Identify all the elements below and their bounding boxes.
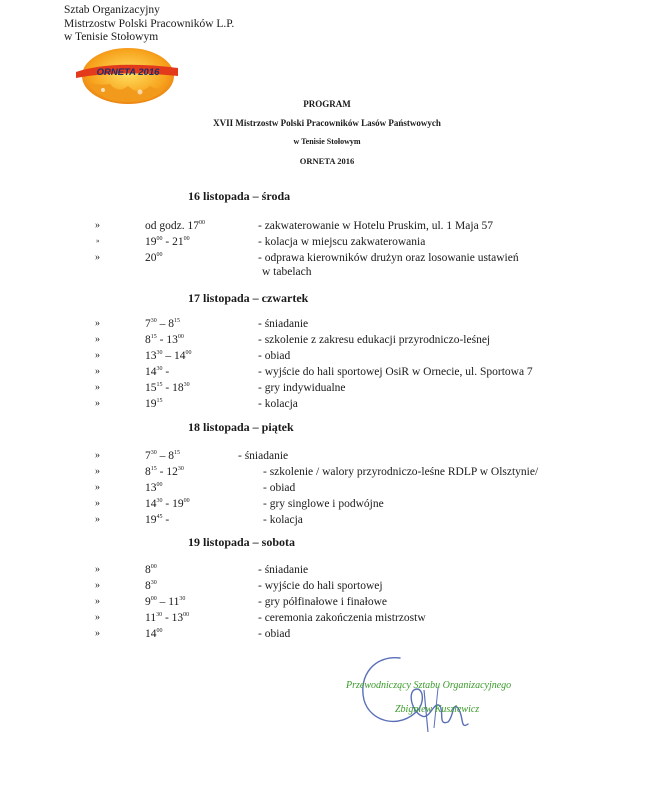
row-time: $7^{30} - 8^{15}$	[145, 450, 180, 462]
day-title: 16 listopada – środa	[188, 189, 291, 203]
row-bullet: »	[95, 580, 100, 591]
schedule-row	[0, 350, 654, 366]
logo-text: ORNETA 2016	[96, 67, 160, 78]
row-bullet: »	[95, 220, 100, 231]
row-bullet: »	[95, 398, 100, 409]
schedule-row	[0, 450, 654, 466]
row-bullet: »	[95, 252, 100, 263]
row-description: - kolacja	[263, 514, 303, 526]
schedule-row	[0, 236, 654, 252]
schedule-row	[0, 220, 654, 236]
event-logo	[58, 46, 188, 104]
handwritten-signature	[330, 650, 590, 740]
row-bullet: »	[95, 628, 100, 639]
schedule-row	[0, 382, 654, 398]
row-time: $8^{15} - 12^{30}$	[145, 466, 184, 478]
schedule-row	[0, 366, 654, 382]
event-heading: XVII Mistrzostw Polski Pracowników Lasów Państwowych	[213, 118, 441, 128]
row-time: $15^{15} - 18^{30}$	[145, 382, 190, 394]
row-description: - śniadanie	[258, 564, 309, 576]
row-bullet: »	[95, 466, 100, 477]
row-bullet: »	[95, 382, 100, 393]
row-time: $8^{30}$	[145, 580, 157, 592]
row-bullet: »	[95, 596, 100, 607]
schedule-row	[0, 334, 654, 350]
program-heading: PROGRAM	[303, 99, 351, 109]
row-bullet: »	[95, 334, 100, 345]
row-description: - wyjście do hali sportowej OsiR w Ornecie, ul. Sportowa 7	[258, 366, 533, 378]
row-description: - gry półfinałowe i finałowe	[258, 596, 388, 608]
schedule-row	[0, 498, 654, 514]
row-time: $11^{30} - 13^{00}$	[145, 612, 190, 624]
row-description: - obiad	[258, 350, 291, 362]
row-description: - obiad	[263, 482, 296, 494]
organizer-line-2: Mistrzostw Polski Pracowników L.P.	[64, 17, 235, 30]
schedule-row	[0, 628, 654, 644]
row-description: - gry singlowe i podwójne	[263, 498, 384, 510]
schedule-row	[0, 580, 654, 596]
row-time: $13^{00}$	[145, 482, 163, 494]
place-heading: ORNETA 2016	[299, 156, 355, 166]
day-title: 17 listopada – czwartek	[188, 291, 309, 305]
row-time: $8^{00}$	[145, 564, 157, 576]
discipline-heading: w Tenisie Stołowym	[293, 137, 361, 146]
row-description: - szkolenie z zakresu edukacji przyrodniczo-leśnej	[258, 334, 491, 346]
row-description: - obiad	[258, 628, 291, 640]
row-bullet: »	[95, 612, 100, 623]
signature-name: Zbigniew Kuszlewicz	[395, 704, 480, 715]
row-time: $13^{30} - 14^{00}$	[145, 350, 192, 362]
row-time: $9^{00} - 11^{30}$	[145, 596, 186, 608]
row-description: - odprawa kierowników drużyn oraz losowanie ustawień	[258, 252, 519, 264]
row-time: $14^{30} - 19^{00}$	[145, 498, 190, 510]
schedule-row	[0, 318, 654, 334]
row-time: $19^{00} - 21^{00}$	[145, 236, 190, 248]
row-bullet: »	[96, 237, 100, 245]
schedule-row	[0, 612, 654, 628]
row-time: $7^{30} - 8^{15}$	[145, 318, 180, 330]
row-time: od godz. $17^{00}$	[145, 220, 205, 232]
row-bullet: »	[95, 450, 100, 461]
organizer-line-3: w Tenisie Stołowym	[64, 31, 159, 43]
schedule-row	[0, 564, 654, 580]
row-time: $8^{15} - 13^{00}$	[145, 334, 184, 346]
row-description: - kolacja w miejscu zakwaterowania	[258, 236, 426, 248]
row-time: $19^{15}$	[145, 398, 163, 410]
row-description: - ceremonia zakończenia mistrzostw	[258, 612, 426, 624]
schedule-row	[0, 252, 654, 268]
schedule-row	[0, 596, 654, 612]
row-bullet: »	[95, 318, 100, 329]
day-title: 18 listopada – piątek	[188, 420, 294, 434]
row-description: - szkolenie / walory przyrodniczo-leśne RDLP w Olsztynie/	[263, 466, 539, 478]
row-description: - śniadanie	[238, 450, 289, 462]
schedule-row	[0, 466, 654, 482]
row-bullet: »	[95, 350, 100, 361]
row-description: - zakwaterowanie w Hotelu Pruskim, ul. 1 Maja 57	[258, 220, 494, 232]
row-description: - kolacja	[258, 398, 298, 410]
signature-title: Przewodniczący Sztabu Organizacyjnego	[346, 680, 512, 691]
day-title: 19 listopada – sobota	[188, 535, 296, 549]
row-description: - gry indywidualne	[258, 382, 346, 394]
row-bullet: »	[95, 514, 100, 525]
row-description: - wyjście do hali sportowej	[258, 580, 383, 592]
row-time: $20^{00}$	[145, 252, 163, 264]
schedule-row	[0, 514, 654, 530]
organizer-block	[64, 4, 234, 45]
row-bullet: »	[95, 366, 100, 377]
row-time: $14^{30}$ -	[145, 366, 170, 378]
row-description-continuation: w tabelach	[262, 266, 312, 278]
row-description: - śniadanie	[258, 318, 309, 330]
organizer-line-1: Sztab Organizacyjny	[64, 4, 160, 16]
row-bullet: »	[95, 564, 100, 575]
row-bullet: »	[95, 498, 100, 509]
schedule-row	[0, 398, 654, 414]
schedule-row	[0, 482, 654, 498]
row-bullet: »	[95, 482, 100, 493]
row-time: $19^{45}$ -	[145, 514, 170, 526]
row-time: $14^{00}$	[145, 628, 163, 640]
